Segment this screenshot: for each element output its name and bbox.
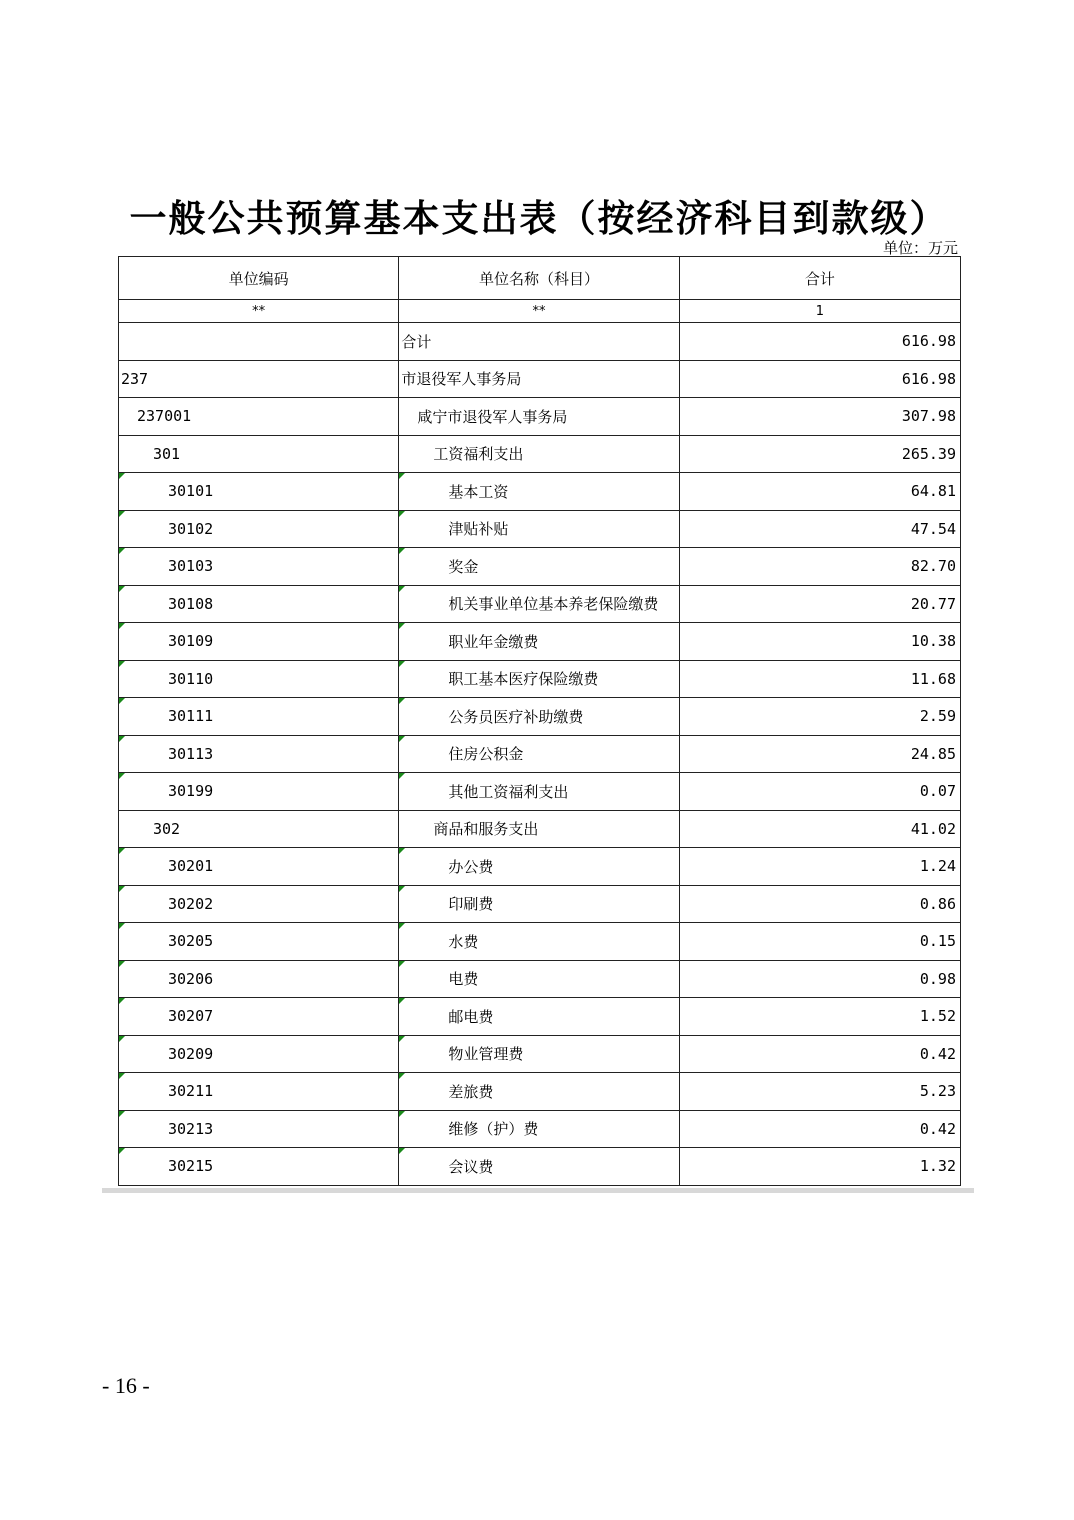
unit-code-cell: 301 xyxy=(119,435,399,473)
page-number: - 16 - xyxy=(102,1373,150,1398)
table-row xyxy=(119,585,961,623)
amount-cell: 1.32 xyxy=(679,1148,960,1186)
amount-cell: 1.24 xyxy=(679,848,960,886)
unit-code-cell: 30206 xyxy=(119,960,399,998)
table-row xyxy=(119,323,961,361)
amount-cell: 0.15 xyxy=(679,923,960,961)
unit-code-cell: 30111 xyxy=(119,698,399,736)
table-row xyxy=(119,510,961,548)
unit-code-cell: 237001 xyxy=(119,398,399,436)
table-row xyxy=(119,923,961,961)
table-row xyxy=(119,960,961,998)
amount-cell: 5.23 xyxy=(679,1073,960,1111)
unit-code-cell: 30113 xyxy=(119,735,399,773)
unit-code-cell xyxy=(119,323,399,361)
index-cell-total: 1 xyxy=(679,300,960,323)
amount-cell: 2.59 xyxy=(679,698,960,736)
unit-name-cell: 职业年金缴费 xyxy=(399,623,679,661)
unit-code-cell: 30102 xyxy=(119,510,399,548)
unit-name-cell: 津贴补贴 xyxy=(399,510,679,548)
table-row xyxy=(119,698,961,736)
unit-name-cell: 邮电费 xyxy=(399,998,679,1036)
unit-label: 单位：万元 xyxy=(882,239,958,257)
table-row xyxy=(119,435,961,473)
unit-code-cell: 30209 xyxy=(119,1035,399,1073)
amount-cell: 1.52 xyxy=(679,998,960,1036)
amount-cell: 47.54 xyxy=(679,510,960,548)
unit-name-cell: 水费 xyxy=(399,923,679,961)
table-row xyxy=(119,998,961,1036)
table-row xyxy=(119,623,961,661)
amount-cell: 616.98 xyxy=(679,360,960,398)
unit-name-cell: 公务员医疗补助缴费 xyxy=(399,698,679,736)
unit-name-cell: 电费 xyxy=(399,960,679,998)
unit-name-cell: 其他工资福利支出 xyxy=(399,773,679,811)
unit-name-cell: 办公费 xyxy=(399,848,679,886)
table-row xyxy=(119,398,961,436)
amount-cell: 11.68 xyxy=(679,660,960,698)
table-header-row xyxy=(119,257,961,300)
unit-code-cell: 237 xyxy=(119,360,399,398)
sheet-edge-shadow xyxy=(102,1188,974,1193)
table-row xyxy=(119,473,961,511)
unit-name-cell: 合计 xyxy=(399,323,679,361)
unit-code-cell: 30110 xyxy=(119,660,399,698)
table-row xyxy=(119,1148,961,1186)
unit-name-cell: 咸宁市退役军人事务局 xyxy=(399,398,679,436)
header-total: 合计 xyxy=(679,257,960,300)
unit-code-cell: 302 xyxy=(119,810,399,848)
unit-name-cell: 工资福利支出 xyxy=(399,435,679,473)
amount-cell: 10.38 xyxy=(679,623,960,661)
table-row xyxy=(119,810,961,848)
unit-code-cell: 30108 xyxy=(119,585,399,623)
amount-cell: 265.39 xyxy=(679,435,960,473)
unit-code-cell: 30103 xyxy=(119,548,399,586)
table-row xyxy=(119,660,961,698)
unit-code-cell: 30215 xyxy=(119,1148,399,1186)
unit-code-cell: 30205 xyxy=(119,923,399,961)
amount-cell: 0.86 xyxy=(679,885,960,923)
unit-code-cell: 30101 xyxy=(119,473,399,511)
unit-code-cell: 30201 xyxy=(119,848,399,886)
unit-code-cell: 30207 xyxy=(119,998,399,1036)
header-unit-name: 单位名称（科目） xyxy=(399,257,679,300)
table-row xyxy=(119,885,961,923)
unit-name-cell: 机关事业单位基本养老保险缴费 xyxy=(399,585,679,623)
unit-name-cell: 基本工资 xyxy=(399,473,679,511)
unit-name-cell: 物业管理费 xyxy=(399,1035,679,1073)
amount-cell: 307.98 xyxy=(679,398,960,436)
table-row xyxy=(119,1035,961,1073)
amount-cell: 0.42 xyxy=(679,1035,960,1073)
amount-cell: 20.77 xyxy=(679,585,960,623)
table-index-row xyxy=(119,300,961,323)
table-row xyxy=(119,1110,961,1148)
table-row xyxy=(119,360,961,398)
unit-code-cell: 30109 xyxy=(119,623,399,661)
header-unit-code: 单位编码 xyxy=(119,257,399,300)
unit-name-cell: 住房公积金 xyxy=(399,735,679,773)
amount-cell: 41.02 xyxy=(679,810,960,848)
table-row xyxy=(119,735,961,773)
amount-cell: 24.85 xyxy=(679,735,960,773)
amount-cell: 0.98 xyxy=(679,960,960,998)
unit-name-cell: 差旅费 xyxy=(399,1073,679,1111)
amount-cell: 82.70 xyxy=(679,548,960,586)
unit-name-cell: 会议费 xyxy=(399,1148,679,1186)
unit-code-cell: 30211 xyxy=(119,1073,399,1111)
expenditure-table xyxy=(118,256,961,1186)
amount-cell: 0.07 xyxy=(679,773,960,811)
unit-name-cell: 职工基本医疗保险缴费 xyxy=(399,660,679,698)
page-title: 一般公共预算基本支出表（按经济科目到款级） xyxy=(129,196,949,240)
amount-cell: 0.42 xyxy=(679,1110,960,1148)
index-cell-name: ** xyxy=(399,300,679,323)
unit-name-cell: 印刷费 xyxy=(399,885,679,923)
unit-code-cell: 30199 xyxy=(119,773,399,811)
unit-name-cell: 奖金 xyxy=(399,548,679,586)
unit-code-cell: 30213 xyxy=(119,1110,399,1148)
table-row xyxy=(119,773,961,811)
amount-cell: 64.81 xyxy=(679,473,960,511)
unit-code-cell: 30202 xyxy=(119,885,399,923)
amount-cell: 616.98 xyxy=(679,323,960,361)
table-row xyxy=(119,548,961,586)
unit-name-cell: 维修（护）费 xyxy=(399,1110,679,1148)
unit-name-cell: 商品和服务支出 xyxy=(399,810,679,848)
table-row xyxy=(119,1073,961,1111)
unit-name-cell: 市退役军人事务局 xyxy=(399,360,679,398)
table-row xyxy=(119,848,961,886)
index-cell-code: ** xyxy=(119,300,399,323)
